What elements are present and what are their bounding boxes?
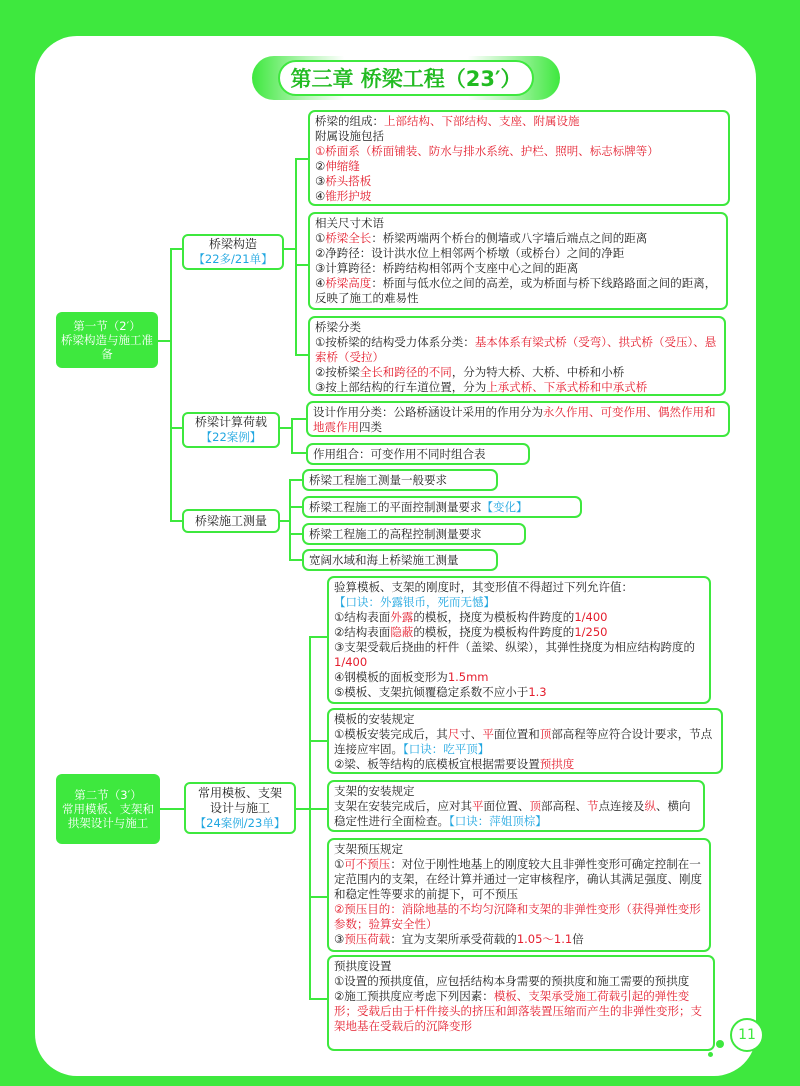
highlight: 锥形护坡: [325, 189, 372, 203]
text: ①: [315, 231, 326, 245]
highlight: 模板、支架承受施工荷载引起的弹性变形；受载后由于杆件接头的挤压和卸落装置压缩而产生的非弹性变形；支架地基在受载后的沉降变形: [334, 989, 702, 1033]
text: 支架预压规定: [334, 842, 403, 856]
connector: [291, 418, 293, 454]
connector: [295, 264, 308, 266]
connector: [295, 158, 308, 160]
bridge-composition-box: [308, 110, 730, 206]
text: 面位置和: [493, 727, 540, 741]
text: ：对位于刚性地基上的刚度较大且非弹性变形可确定控制在一定范围内的支架，在经计算并通过一定审核程序，确认其满足强度、刚度和稳定性等要求的前提下，可不预压: [334, 857, 702, 901]
connector: [295, 354, 308, 356]
exam-tag: 【22多/21单】: [193, 252, 273, 266]
text: 桥梁分类: [315, 320, 361, 334]
highlight: 预拱度: [539, 757, 575, 771]
highlight: 基本体系有梁式桥（受弯）、拱式桥（受压）、悬索桥（受拉）: [315, 335, 717, 364]
survey-general-box: [302, 469, 498, 491]
connector: [291, 418, 306, 420]
chapter-title-banner: [252, 56, 560, 100]
section-2-box: [56, 774, 160, 844]
highlight: ①桥面系: [315, 144, 360, 158]
text: 寸、: [459, 727, 483, 741]
survey-plane-control-box: [302, 496, 582, 518]
chapter-title: 第三章 桥梁工程（23′）: [278, 60, 534, 96]
text: 面位置、: [483, 799, 530, 813]
text: ：桥面与低水位之间的高差，或为桥面与桥下线路路面之间的距离，反映了施工的难易性: [315, 276, 717, 305]
text: 验算模板、支架的刚度时，其变形值不得超过下列允许值：: [334, 580, 633, 594]
mnemonic: 【口诀：吃平顶】: [403, 742, 490, 756]
category-name: 桥梁计算荷载: [194, 415, 267, 429]
section-1-box: [56, 312, 158, 368]
connector: [170, 427, 182, 429]
highlight: 节: [587, 799, 599, 813]
connector: [289, 506, 302, 508]
category-name: 桥梁构造: [208, 237, 257, 251]
highlight: 1/400: [334, 655, 368, 669]
connector: [309, 636, 327, 638]
connector: [309, 636, 311, 1000]
text: ，分为特大桥、大桥、中桥和小桥: [451, 365, 625, 379]
highlight: 1.3: [528, 685, 547, 699]
text: 桥梁工程施工的高程控制测量要求: [309, 527, 482, 541]
text: 作用组合：可变作用不同时组合表: [313, 447, 486, 461]
connector: [309, 896, 327, 898]
highlight: 1.05～1.1: [516, 932, 573, 946]
text: ③: [334, 932, 345, 946]
connector: [309, 740, 327, 742]
category-name-line1: 常用模板、支架: [197, 785, 282, 800]
highlight: 全长和跨径的不同: [359, 365, 452, 379]
highlight: 桥梁高度: [325, 276, 372, 290]
category-bridge-survey: [182, 509, 280, 533]
text: 的模板，挠度为模板构件跨度的: [413, 625, 575, 639]
connector: [291, 452, 306, 454]
highlight: 伸缩缝: [325, 159, 360, 173]
connector: [170, 248, 182, 250]
connector: [309, 998, 327, 1000]
connector: [160, 808, 184, 810]
camber-setting-box: [327, 955, 715, 1051]
connector: [289, 479, 291, 561]
text: 支架的安装规定: [334, 784, 415, 798]
survey-wide-water-box: [302, 549, 498, 571]
text: ④: [315, 189, 326, 203]
connector: [295, 158, 297, 356]
category-bridge-structure: [182, 234, 284, 270]
text: 支架在安装完成后，应对其: [334, 799, 472, 813]
highlight: 预压荷载: [344, 932, 391, 946]
survey-elevation-control-box: [302, 523, 526, 545]
text: ③: [315, 174, 326, 188]
highlight: 纵: [644, 799, 656, 813]
highlight: 隐蔽: [390, 625, 414, 639]
text: 桥梁工程施工测量一般要求: [309, 473, 447, 487]
text: ：宜为支架所承受荷载的: [390, 932, 517, 946]
decor-dot: [716, 1040, 724, 1048]
connector: [158, 340, 170, 342]
text: 设计作用分类：公路桥涵设计采用的作用分为: [313, 405, 543, 419]
category-name-line2: 设计与施工: [209, 800, 270, 815]
category-formwork: [184, 782, 296, 834]
text: ②施工预拱度应考虑下列因素：: [334, 989, 494, 1003]
connector: [170, 248, 172, 522]
page-number: 11: [730, 1018, 764, 1052]
text: ①按桥梁的结构受力体系分类：: [315, 335, 475, 349]
highlight: 可不预压: [344, 857, 391, 871]
text: 的模板，挠度为模板构件跨度的: [413, 610, 575, 624]
text: ③按上部结构的行车道位置，分为: [315, 380, 487, 394]
text: ③计算跨径：桥跨结构相邻两个支座中心之间的距离: [315, 261, 579, 275]
connector: [309, 808, 327, 810]
text: 桥梁工程施工的平面控制测量要求: [309, 500, 482, 514]
text: 宽阔水域和海上桥梁施工测量: [309, 553, 459, 567]
formwork-install-box: [327, 708, 723, 774]
text: ①结构表面: [334, 610, 391, 624]
section-1-number: 第一节（2′）: [73, 319, 141, 333]
text: ①设置的预拱度值，应包括结构本身需要的预拱度和施工需要的预拱度: [334, 974, 690, 988]
highlight: （桥面铺装、防水与排水系统、护栏、照明、标志标牌等）: [359, 144, 659, 158]
text: 、横向稳定性进行全面检查。: [334, 799, 691, 828]
text: ②梁、板等结构的底模板宜根据需要设置: [334, 757, 540, 771]
category-name: 桥梁施工测量: [194, 513, 267, 528]
highlight: ：消除地基的不均匀沉降和支架的非弹性变形（获得弹性变形参数；验算安全性）: [334, 902, 701, 931]
text: 部高程等应符合设计要求，节点连接应牢固。: [334, 727, 713, 756]
preload-box: [327, 838, 711, 952]
text: 点连接及: [598, 799, 645, 813]
text: ②结构表面: [334, 625, 391, 639]
highlight: 平: [472, 799, 484, 813]
text: 倍: [572, 932, 584, 946]
highlight: 平: [482, 727, 494, 741]
highlight: 1.5mm: [447, 670, 489, 684]
highlight: 永久作用、可变作用、偶然作用和地震作用: [313, 405, 716, 434]
text: ②净跨径：设计洪水位上相邻两个桥墩（或桥台）之间的净距: [315, 246, 625, 260]
connector: [289, 533, 302, 535]
section-2-number: 第二节（3′）: [74, 788, 142, 802]
highlight: 上部结构、下部结构、支座、附属设施: [384, 114, 580, 128]
text: ④钢模板的面板变形为: [334, 670, 448, 684]
connector: [296, 808, 310, 810]
mnemonic: 【口诀：外露银币，死而无憾】: [334, 595, 495, 609]
action-combination-box: [306, 443, 530, 465]
connector: [289, 479, 302, 481]
text: ③支架受载后挠曲的杆件（盖梁、纵梁），其弹性挠度为相应结构跨度的: [334, 640, 696, 654]
text: ⑤模板、支架抗倾覆稳定系数不应小于: [334, 685, 529, 699]
highlight: 顶: [539, 727, 552, 741]
change-tag: 【变化】: [481, 500, 528, 514]
text: 四类: [359, 420, 382, 434]
section-2-title: 常用模板、支架和拱架设计与施工: [62, 802, 154, 830]
highlight: 桥头搭板: [325, 174, 372, 188]
text: 桥梁的组成：: [315, 114, 384, 128]
text: ④: [315, 276, 326, 290]
highlight: 尺: [447, 727, 460, 741]
highlight: 外露: [390, 610, 414, 624]
exam-tag: 【24案例/23单】: [194, 815, 286, 830]
highlight: 1/400: [574, 610, 608, 624]
decor-dot: [708, 1052, 713, 1057]
connector: [289, 559, 302, 561]
text: 模板的安装规定: [334, 712, 415, 726]
text: ②按桥梁: [315, 365, 360, 379]
text: ②: [315, 159, 326, 173]
text: 部高程、: [541, 799, 587, 813]
text: 附属设施包括: [315, 129, 384, 143]
mnemonic: 【口诀：萍姐顶棕】: [449, 814, 547, 828]
dimension-terms-box: [308, 212, 728, 310]
category-bridge-load: [182, 412, 280, 448]
connector: [170, 520, 182, 522]
highlight: ②预压目的: [334, 902, 391, 916]
design-action-box: [306, 401, 730, 437]
highlight: 1/250: [574, 625, 608, 639]
text: 预拱度设置: [334, 959, 392, 973]
text: ①: [334, 857, 345, 871]
bridge-classification-box: [308, 316, 726, 396]
highlight: 上承式桥、下承式桥和中承式桥: [486, 380, 648, 394]
stiffness-check-box: [327, 576, 711, 704]
section-1-title: 桥梁构造与施工准备: [61, 333, 153, 361]
exam-tag: 【22案例】: [200, 430, 262, 444]
highlight: 顶: [529, 799, 541, 813]
text: 相关尺寸术语: [315, 216, 384, 230]
support-install-box: [327, 780, 705, 832]
text: ①模板安装完成后，其: [334, 727, 448, 741]
highlight: 桥梁全长: [325, 231, 372, 245]
text: ：桥梁两端两个桥台的侧墙或八字墙后端点之间的距离: [371, 231, 648, 245]
